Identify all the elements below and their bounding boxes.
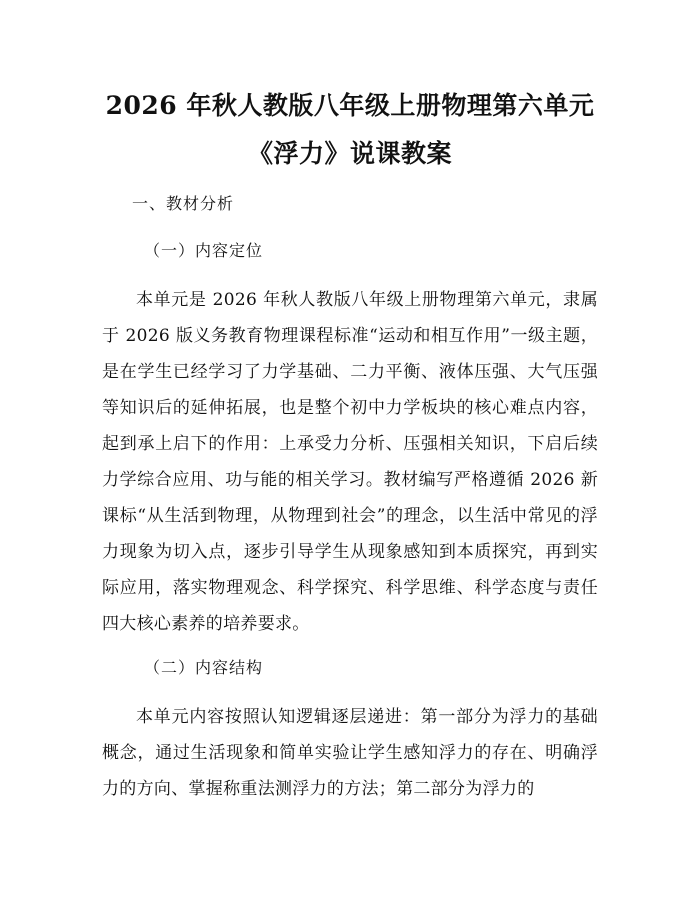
body-paragraph-content-positioning: 本单元是 2026 年秋人教版八年级上册物理第六单元，隶属于 2026 版义务教育物理课程标准“运动和相互作用”一级主题，是在学生已经学习了力学基础、二力平衡、液体压强、大气压强等知识后的延伸拓展，也是整个初中力学板块的核心难点内容，起到承上启下的作用：上承受力分析、压强相关知识，下启后续力学综合应用、功与能的相关学习。教材编写严格遵循 2026 新课标“从生活到物理，从物理到社会”的理念，以生活中常见的浮力现象为切入点，逐步引导学生从现象感知到本质探究，再到实际应用，落实物理观念、科学探究、科学思维、科学态度与责任四大核心素养的培养要求。 <box>102 290 598 634</box>
subsection-heading-content-structure: （二）内容结构 <box>144 658 264 677</box>
subsection-heading-content-positioning: （一）内容定位 <box>144 241 264 260</box>
document-title-line-1: 2026 年秋人教版八年级上册物理第六单元 <box>105 91 595 120</box>
body-paragraph-content-structure: 本单元内容按照认知逻辑逐层递进：第一部分为浮力的基础概念，通过生活现象和简单实验让学生感知浮力的存在、明确浮力的方向、掌握称重法测浮力的方法；第二部分为浮力的 <box>102 707 598 799</box>
section-heading-teaching-material-analysis: 一、教材分析 <box>132 194 235 213</box>
document-title-line-2: 《浮力》说课教案 <box>247 139 452 168</box>
